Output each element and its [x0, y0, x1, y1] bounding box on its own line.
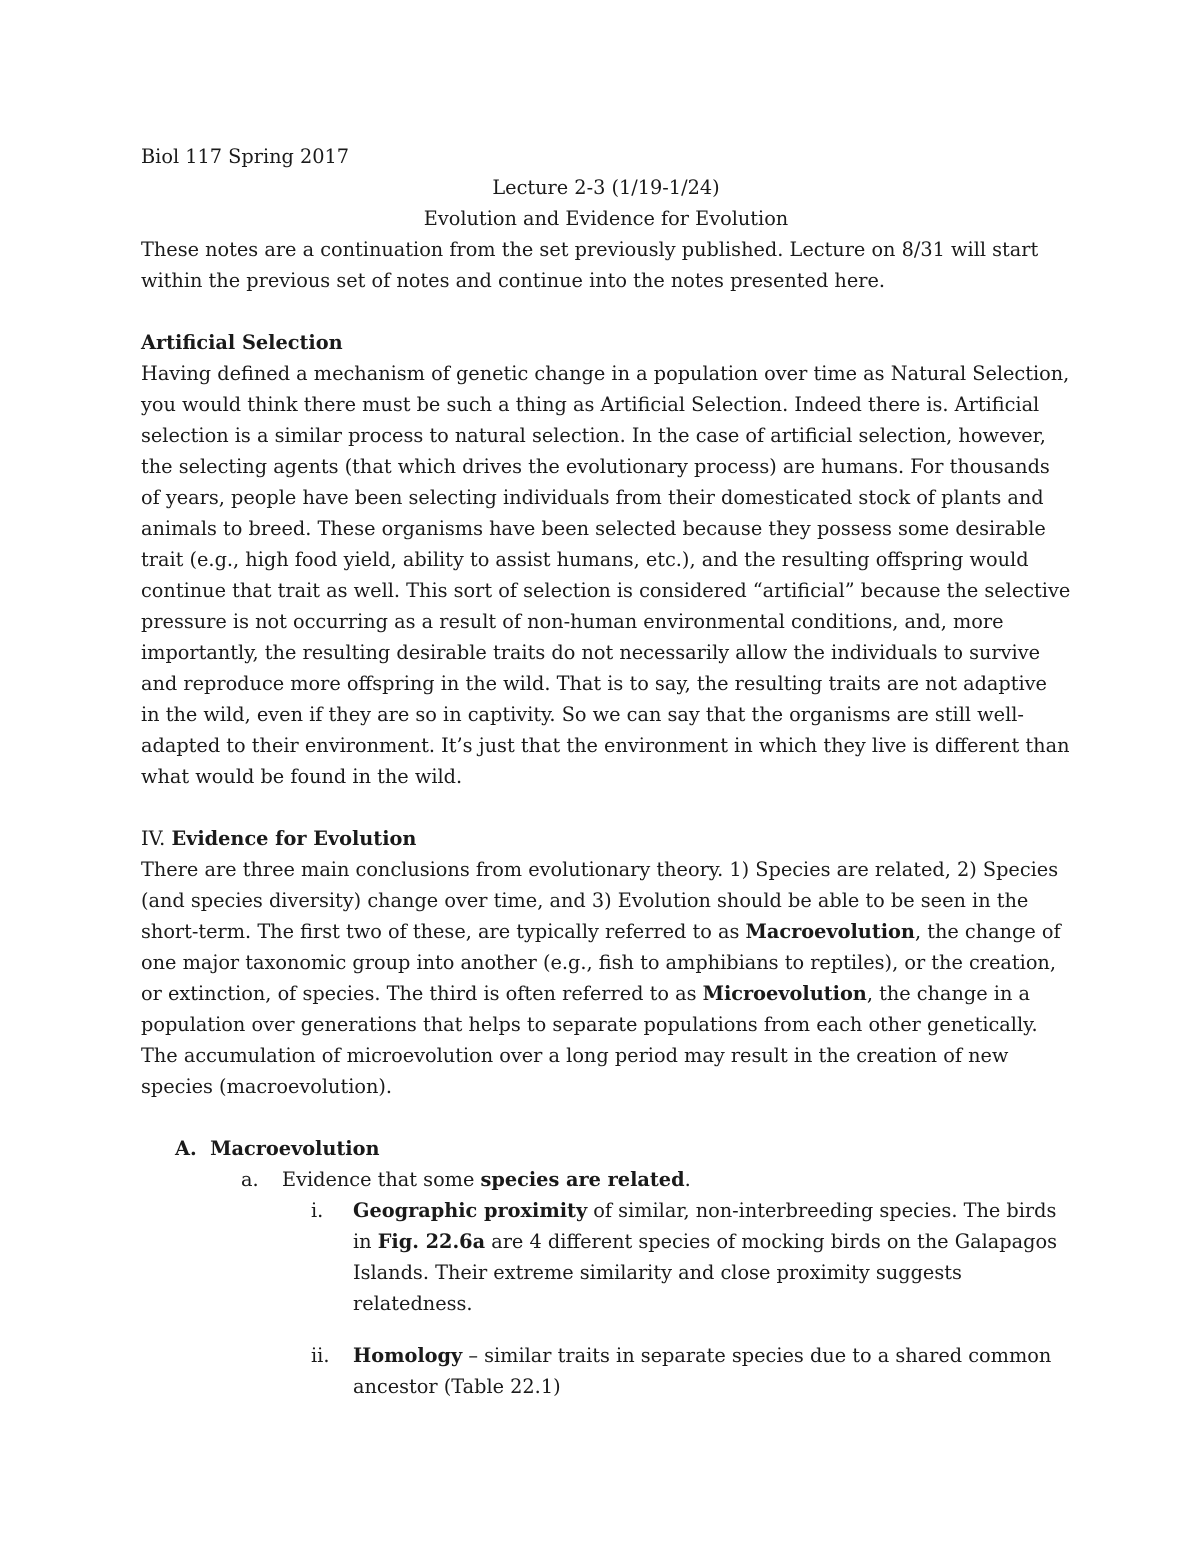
- course-title: Biol 117 Spring 2017: [141, 145, 350, 168]
- paragraph-text: , the change in a population over generations that helps to separate populations from each other genetically. The accumulation of microevolution over a long period may result in the creation of new species (macroevolution).: [141, 982, 1038, 1098]
- microevolution-term: Microevolution: [702, 982, 867, 1005]
- list-marker: A.: [175, 1137, 197, 1160]
- heading-text: Evidence for Evolution: [171, 827, 417, 850]
- paragraph-text: , the change of one major taxonomic group into another (e.g., fish to amphibians to reptiles), or the creation, or extinction, of species. The third is often referred to as: [141, 920, 1061, 1005]
- section-numeral: IV.: [141, 827, 166, 850]
- item-bold: Geographic proximity: [353, 1199, 588, 1222]
- item-bold: species are related: [480, 1168, 685, 1191]
- artificial-selection-paragraph: Having defined a mechanism of genetic change in a population over time as Natural Selection, you would think there must be such a thing as Artificial Selection. Indeed there is. Artificial selection is a similar process to natural selection. In the case of artificial selection, however, the selecting agents (that which drives the evolutionary process) are humans. For thousands of years, people have been selecting individuals from their domesticated stock of plants and animals to breed. These organisms have been selected because they possess some desirable trait (e.g., high food yield, ability to assist humans, etc.), and the resulting offspring would continue that trait as well. This sort of selection is considered “artificial” because the selective pressure is not occurring as a result of non-human environmental conditions, and, more importantly, the resulting desirable traits do not necessarily allow the individuals to survive and reproduce more offspring in the wild. That is to say, the resulting traits are not adaptive in the wild, even if they are so in captivity. So we can say that the organisms are still well-adapted to their environment. It’s just that the environment in which they live is different than what would be found in the wild.: [141, 362, 1071, 788]
- heading-text: Macroevolution: [210, 1137, 380, 1160]
- figure-reference: Fig. 22.6a: [377, 1230, 486, 1253]
- list-item-text: [282, 1164, 691, 1195]
- evidence-paragraph: [141, 854, 1071, 1102]
- macroevolution-heading: [175, 1133, 1071, 1164]
- document-title: Evolution and Evidence for Evolution: [423, 207, 789, 230]
- item-text: – similar traits in separate species due to a shared common ancestor (Table 22.1): [353, 1344, 1052, 1398]
- list-item-text: [353, 1340, 1071, 1402]
- artificial-selection-heading: [141, 327, 1071, 358]
- lecture-title: Lecture 2-3 (1/19-1/24): [492, 176, 720, 199]
- list-marker: ii.: [311, 1344, 330, 1367]
- intro-paragraph: These notes are a continuation from the set previously published. Lecture on 8/31 will start within the previous set of notes and continue into the notes presented here.: [141, 238, 1039, 292]
- item-text: of similar, non-interbreeding species. The birds in: [353, 1199, 1057, 1253]
- paragraph-text: There are three main conclusions from evolutionary theory. 1) Species are related, 2) Species (and species diversity) change over time, and 3) Evolution should be able to be seen in the short-term. The first two of these, are typically referred to as: [141, 858, 1059, 943]
- heading-text: Artificial Selection: [141, 331, 343, 354]
- list-item-a: [241, 1164, 1071, 1195]
- item-text: .: [684, 1168, 691, 1191]
- list-marker: a.: [241, 1168, 259, 1191]
- evidence-heading: [141, 823, 1071, 854]
- item-bold: Homology: [353, 1344, 463, 1367]
- list-item-ii: [311, 1340, 1071, 1402]
- item-text: are 4 different species of mocking birds on the Galapagos Islands. Their extreme similarity and close proximity suggests relatedness.: [353, 1230, 1057, 1315]
- list-item-text: [353, 1195, 1071, 1319]
- item-text: Evidence that some: [282, 1168, 481, 1191]
- list-marker: i.: [311, 1199, 324, 1222]
- document-page: [141, 141, 1071, 1402]
- macroevolution-term: Macroevolution: [745, 920, 915, 943]
- list-item-i: [311, 1195, 1071, 1319]
